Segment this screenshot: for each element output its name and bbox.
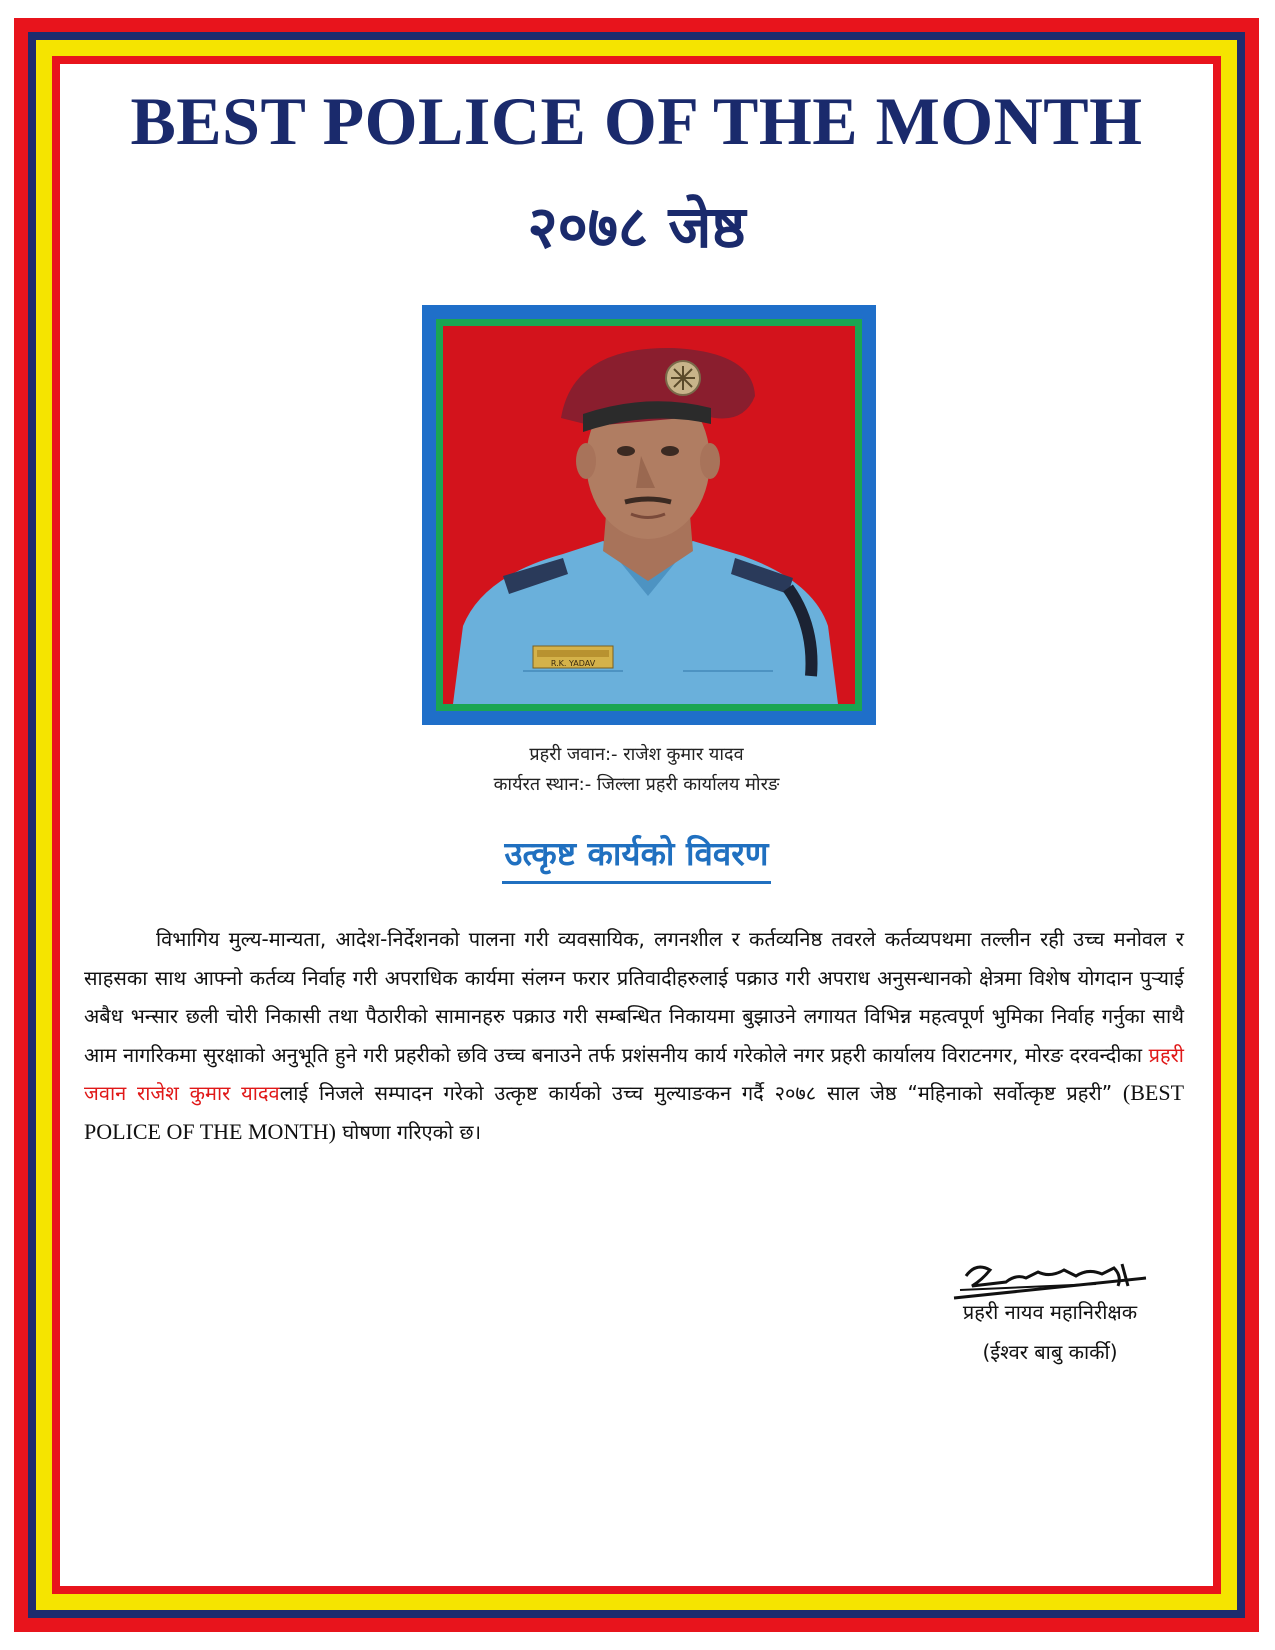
photo-green-border bbox=[436, 319, 862, 711]
citation-paragraph bbox=[84, 920, 1184, 1151]
english-award-name: (BEST POLICE OF THE MONTH) bbox=[84, 1080, 1185, 1144]
page-title: BEST POLICE OF THE MONTH bbox=[130, 83, 1143, 159]
highlighted-officer-name: प्रहरी जवान राजेश कुमार यादव bbox=[84, 1042, 1184, 1105]
citation-text-part1: विभागिय मुल्य-मान्यता, आदेश-निर्देशनको पालना गरी व्यवसायिक, लगनशील र कर्तव्यनिष्ठ तवरले कर्तव्यपथमा तल्लीन रही उच्च मनोवल र साहसका साथ आफ्नो कर्तव्य निर्वाह गरी अपराधिक कार्यमा संलग्न फरार प्रतिवादीहरुलाई पक्राउ गरी अपराध अनुसन्धानको क्षेत्रमा विशेष योगदान पुऱ्याई अबैध भन्सार छली चोरी निकासी तथा पैठारीको सामानहरु पक्राउ गरी सम्बन्धित निकायमा बुझाउने लगायत विभिन्न महत्वपूर्ण भुमिका निर्वाह गर्नुका साथै आम नागरिकमा सुरक्षाको अनुभूति हुने गरी प्रहरीको छवि उच्च बनाउने तर्फ प्रशंसनीय कार्य गरेकोले नगर प्रहरी कार्यालय विराटनगर, मोरङ दरवन्दीका bbox=[84, 927, 1184, 1067]
name-tag-text: R.K. YADAV bbox=[550, 659, 596, 668]
citation-text-part2: लाई निजले सम्पादन गरेको उत्कृष्ट कार्यको उच्च मुल्याङकन गर्दै २०७८ साल जेष्ठ “महिनाको सर्वोत्कृष्ट प्रहरी” bbox=[279, 1081, 1123, 1105]
section-heading-text: उत्कृष्ट कार्यको विवरण bbox=[502, 830, 770, 884]
workplace-caption: कार्यरत स्थान:- जिल्ला प्रहरी कार्यालय मोरङ bbox=[493, 774, 780, 795]
officer-portrait-photo bbox=[443, 326, 855, 704]
officer-portrait-illustration bbox=[443, 326, 855, 704]
officer-name-caption: प्रहरी जवान:- राजेश कुमार यादव bbox=[529, 744, 744, 765]
month-subtitle: २०७८ जेष्ठ bbox=[527, 193, 746, 261]
section-heading bbox=[60, 830, 1213, 884]
portrait-photo-frame bbox=[422, 305, 876, 725]
citation-text-part3: घोषणा गरिएको छ। bbox=[335, 1119, 482, 1144]
signatory-name: (ईश्वर बाबु कार्की) bbox=[982, 1340, 1118, 1364]
signatory-title: प्रहरी नायव महानिरीक्षक bbox=[962, 1300, 1138, 1324]
